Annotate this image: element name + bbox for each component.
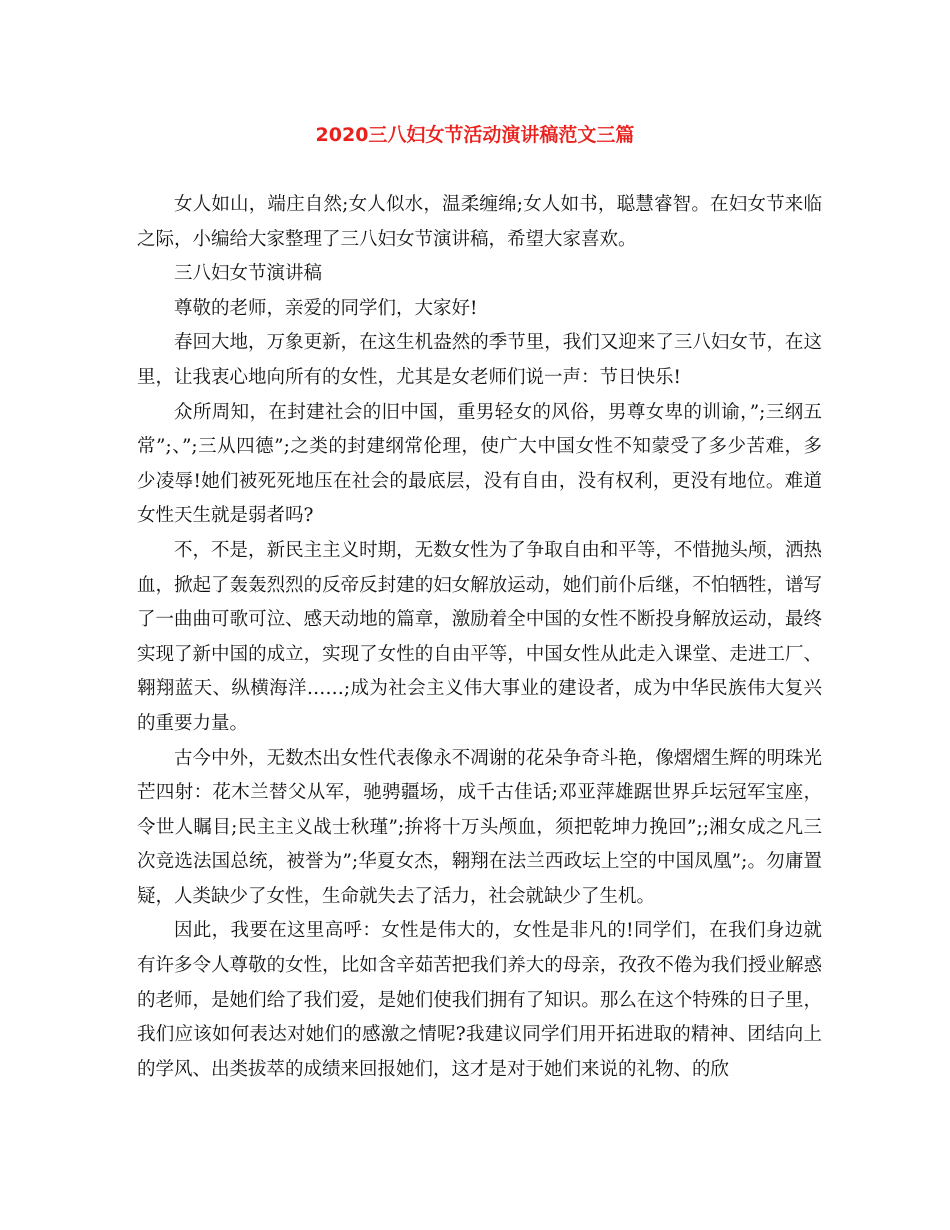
document-body [137, 188, 822, 1087]
paragraph: 春回大地，万象更新，在这生机盎然的季节里，我们又迎来了三八妇女节，在这里，让我衷心地向所有的女性，尤其是女老师们说一声：节日快乐! [137, 332, 822, 388]
paragraph: 因此，我要在这里高呼：女性是伟大的，女性是非凡的!同学们，在我们身边就有许多令人尊敬的女性，比如含辛茹苦把我们养大的母亲，孜孜不倦为我们授业解惑的老师，是她们给了我们爱，是她们使我们拥有了知识。那么在这个特殊的日子里，我们应该如何表达对她们的感激之情呢?我建议同学们用开拓进取的精神、团结向上的学风、出类拔萃的成绩来回报她们，这才是对于她们来说的礼物、的欣 [137, 920, 822, 1080]
paragraph: 古今中外，无数杰出女性代表像永不凋谢的花朵争奇斗艳，像熠熠生辉的明珠光芒四射：花木兰替父从军，驰骋疆场，成千古佳话;邓亚萍雄踞世界乒坛冠军宝座，令世人瞩目;民主主义战士秋瑾”;拚将十万头颅血，须把乾坤力挽回”;;湘女成之凡三次竞选法国总统，被誉为”;华夏女杰，翱翔在法兰西政坛上空的中国凤凰”;。勿庸置疑，人类缺少了女性，生命就失去了活力，社会就缺少了生机。 [137, 747, 822, 907]
paragraph-greeting: 尊敬的老师，亲爱的同学们，大家好! [174, 297, 478, 319]
paragraph: 不，不是，新民主主义时期，无数女性为了争取自由和平等，不惜抛头颅，洒热血，掀起了轰轰烈烈的反帝反封建的妇女解放运动，她们前仆后继，不怕牺牲，谱写了一曲曲可歌可泣、感天动地的篇章，激励着全中国的女性不断投身解放运动，最终实现了新中国的成立，实现了女性的自由平等，中国女性从此走入课堂、走进工厂、翱翔蓝天、纵横海洋……;成为社会主义伟大事业的建设者，成为中华民族伟大复兴的重要力量。 [137, 539, 822, 734]
paragraph: 众所周知，在封建社会的旧中国，重男轻女的风俗，男尊女卑的训谕，”;三纲五常”;、”;三从四德”;之类的封建纲常伦理，使广大中国女性不知蒙受了多少苦难，多少凌辱!她们被死死地压在社会的最底层，没有自由，没有权利，更没有地位。难道女性天生就是弱者吗? [137, 401, 822, 527]
section-heading: 三八妇女节演讲稿 [174, 263, 323, 285]
page-title: 2020三八妇女节活动演讲稿范文三篇 [315, 124, 635, 146]
paragraph-intro: 女人如山，端庄自然;女人似水，温柔缠绵;女人如书，聪慧睿智。在妇女节来临之际，小编给大家整理了三八妇女节演讲稿，希望大家喜欢。 [137, 194, 822, 250]
